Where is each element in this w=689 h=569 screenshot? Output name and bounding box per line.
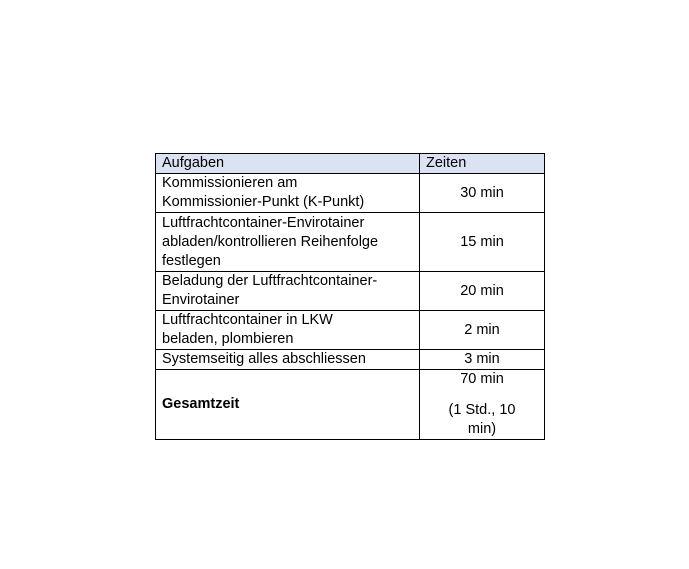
total-row xyxy=(156,370,545,440)
time-cell: 15 min xyxy=(420,213,545,272)
table-row xyxy=(156,174,545,213)
time-cell: 3 min xyxy=(420,350,545,370)
task-line: beladen, plombieren xyxy=(162,331,294,347)
task-cell xyxy=(156,272,420,311)
task-line: abladen/kontrollieren Reihenfolge xyxy=(162,233,379,250)
task-cell xyxy=(156,350,420,370)
total-time-detail-line: (1 Std., 10 xyxy=(448,402,516,418)
task-line: Luftfrachtcontainer-Envirotainer xyxy=(162,214,365,231)
time-cell: 2 min xyxy=(420,311,545,350)
total-time: 70 min xyxy=(460,371,504,387)
time-table xyxy=(155,153,545,440)
total-time-cell xyxy=(420,370,545,440)
total-time-detail-line: min) xyxy=(467,421,497,437)
time-cell: 30 min xyxy=(420,174,545,213)
table-row xyxy=(156,311,545,350)
table-row xyxy=(156,350,545,370)
time-cell: 20 min xyxy=(420,272,545,311)
header-zeiten: Zeiten xyxy=(420,154,545,174)
task-line: Kommissionier-Punkt (K-Punkt) xyxy=(162,194,365,210)
task-cell xyxy=(156,213,420,272)
task-cell xyxy=(156,311,420,350)
task-line: Systemseitig alles abschliessen xyxy=(162,351,366,367)
total-label: Gesamtzeit xyxy=(156,370,420,440)
table-row xyxy=(156,213,545,272)
table-row xyxy=(156,272,545,311)
task-line: festlegen xyxy=(162,252,221,269)
time-table-container xyxy=(155,153,544,440)
task-cell xyxy=(156,174,420,213)
task-line: Beladung der Luftfrachtcontainer- xyxy=(162,273,378,289)
task-line: Envirotainer xyxy=(162,292,240,308)
task-line: Luftfrachtcontainer in LKW xyxy=(162,312,333,328)
task-line: Kommissionieren am xyxy=(162,175,298,191)
header-aufgaben: Aufgaben xyxy=(156,154,420,174)
table-header-row xyxy=(156,154,545,174)
total-time-detail xyxy=(426,401,538,439)
